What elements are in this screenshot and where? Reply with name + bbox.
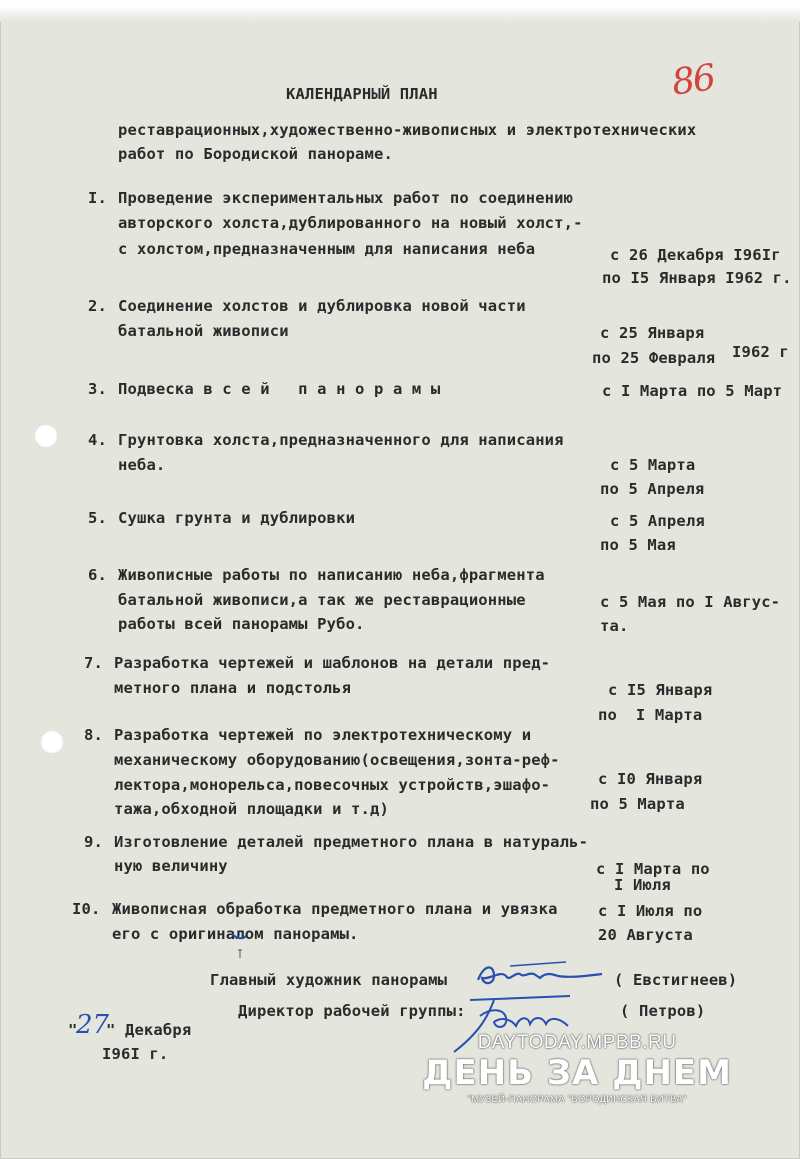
item-4-date-1: с 5 Марта [610,456,696,474]
item-5-text-1: Сушка грунта и дублировки [118,509,356,527]
director-label: Директор рабочей группы: [238,1002,466,1020]
item-8-text-4: тажа,обходной площадки и т.д) [114,800,389,818]
item-2-text-1: Соединение холстов и дублировка новой части [118,297,526,315]
item-6-text-1: Живописные работы по написанию неба,фрагмента [118,566,545,584]
ink-correction-mark [228,924,250,960]
folio-number: 86 [669,57,717,104]
item-10-date-2: 20 Августа [598,926,693,944]
document-title: КАЛЕНДАРНЫЙ ПЛАН [286,85,438,103]
item-6-date-1: с 5 Мая по I Авгус- [600,593,781,611]
item-2-text-2: батальной живописи [118,322,289,340]
item-1-date-2: по I5 Января I962 г. [602,269,792,287]
chief-artist-name: ( Евстигнеев) [614,971,738,989]
punch-hole-lower [40,730,64,754]
item-4-text-2: неба. [118,456,166,474]
director-name: ( Петров) [620,1002,706,1020]
item-2-number: 2. [88,297,107,315]
item-9-date-2: I Июля [614,876,671,894]
item-10-text-1: Живописная обработка предметного плана и увязка [112,900,558,918]
watermark-title: ДЕНЬ ЗА ДНЕМ [422,1053,732,1093]
date-quote-open: " [68,1021,78,1039]
date-day-handwritten: 27 [76,1010,110,1040]
item-4-number: 4. [88,431,107,449]
item-1-date-1: с 26 Декабря I96Iг [610,246,781,264]
item-5-number: 5. [88,509,107,527]
item-2-date-1: с 25 Января [600,324,705,342]
item-8-number: 8. [84,726,103,744]
item-3-date-1: с I Марта по 5 Март [602,382,783,400]
item-1-text-3: с холстом,предназначенным для написания неба [118,240,536,258]
item-5-date-2: по 5 Мая [600,536,676,554]
item-9-number: 9. [84,833,103,851]
scan-edge [0,0,800,22]
item-6-number: 6. [88,566,107,584]
watermark-subtitle: "МУЗЕЙ-ПАНОРАМА "БОРОДИНСКАЯ БИТВА" [467,1094,687,1105]
item-7-date-2: по I Марта [598,706,703,724]
item-4-date-2: по 5 Апреля [600,480,705,498]
item-10-text-2: его с оригиналом панорамы. [112,925,359,943]
item-7-date-1: с I5 Января [608,681,713,699]
item-2-date-2: по 25 Февраля [592,349,716,367]
item-8-text-3: лектора,монорельса,повесочных устройств,эшафо- [114,776,551,794]
item-8-date-1: с I0 Января [598,770,703,788]
item-10-number: I0. [72,900,101,918]
item-6-date-2: та. [600,617,629,635]
punch-hole-upper [34,424,58,448]
item-8-date-2: по 5 Марта [590,795,685,813]
date-year: I96I г. [102,1045,169,1063]
item-1-text-2: авторского холста,дублированного на новый холст,- [118,214,583,232]
item-5-date-1: с 5 Апреля [610,512,705,530]
item-2-year-note: I962 г [732,343,789,361]
subtitle-line-2: работ по Бородиской панораме. [118,145,393,163]
item-8-text-2: механическому оборудованию(освещения,зонта-реф- [114,751,560,769]
item-1-text-1: Проведение экспериментальных работ по соединению [118,189,574,207]
item-6-text-3: работы всей панорамы Рубо. [118,615,365,633]
item-7-text-1: Разработка чертежей и шаблонов на детали пред- [114,654,551,672]
watermark-url: DAYTODAY.MPBB.RU [477,1032,677,1053]
item-3-number: 3. [88,380,107,398]
item-9-text-2: ную величину [114,857,228,875]
watermark [422,1032,732,1105]
item-1-number: I. [88,189,107,207]
item-9-text-1: Изготовление деталей предметного плана в натураль- [114,833,589,851]
item-7-text-2: метного плана и подстолья [114,679,352,697]
item-8-text-1: Разработка чертежей по электротехническому и [114,726,532,744]
item-7-number: 7. [84,654,103,672]
item-3-text-1: Подвеска в с е й п а н о р а м ы [118,380,441,398]
date-month: " Декабря [106,1021,192,1039]
item-9-date-1: с I Марта по [596,860,710,878]
subtitle-line-1: реставрационных,художественно-живописных и электротехнических [118,121,697,139]
item-10-date-1: с I Июля по [598,902,703,920]
chief-artist-label: Главный художник панорамы [210,971,448,989]
item-4-text-1: Грунтовка холста,предназначенного для написания [118,431,564,449]
item-6-text-2: батальной живописи,а так же реставрационные [118,591,526,609]
